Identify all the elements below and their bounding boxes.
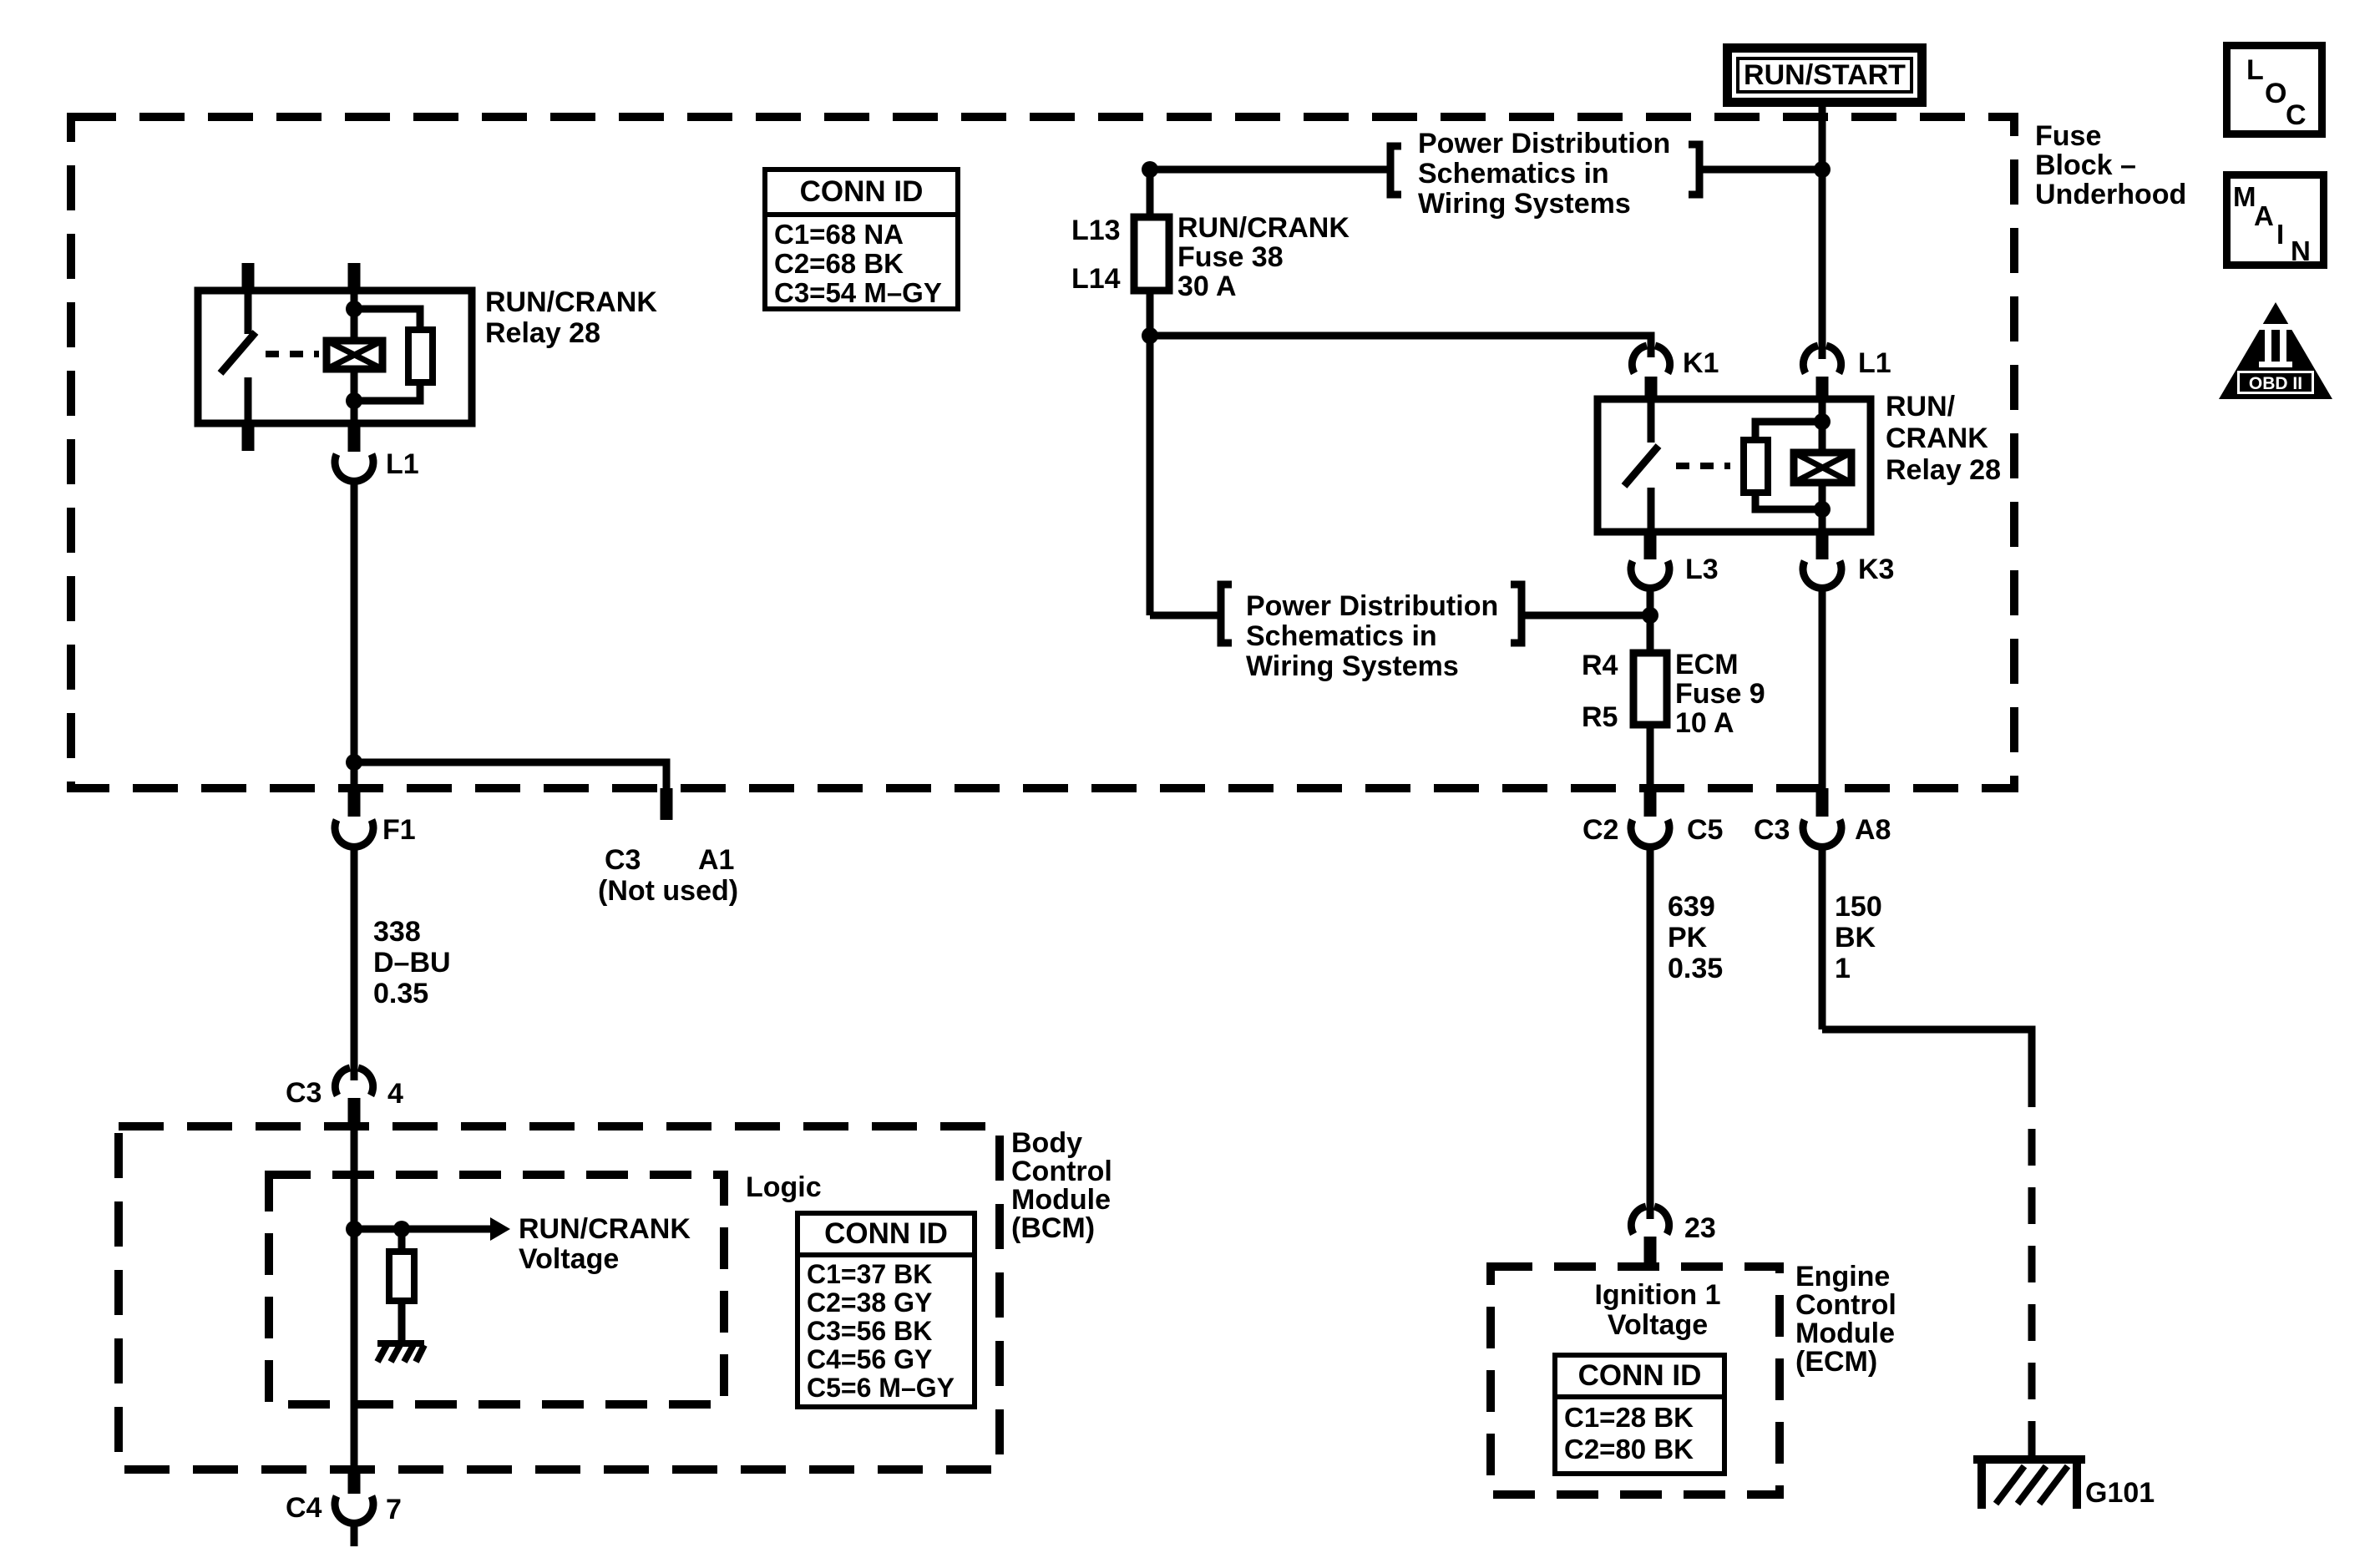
bcm-logic-label: Logic bbox=[746, 1171, 822, 1203]
ecm-module-label: Engine Control Module (ECM) bbox=[1795, 1261, 1896, 1378]
bcm-signal-label: RUN/CRANK Voltage bbox=[519, 1213, 691, 1275]
bcm-module-label: Body Control Module (BCM) bbox=[1011, 1127, 1112, 1244]
fuse-38-label: RUN/CRANK Fuse 38 30 A bbox=[1177, 212, 1350, 302]
power-dist-top-label: Power Distribution Schematics in Wiring Systems bbox=[1418, 128, 1671, 220]
main-letter: M bbox=[2233, 181, 2256, 212]
fuse-block-label: Fuse Block – Underhood bbox=[2035, 120, 2187, 210]
bcm-resistor-icon bbox=[389, 1252, 414, 1301]
connector-label-c5: C5 bbox=[1687, 814, 1724, 846]
connector-label-23: 23 bbox=[1684, 1212, 1716, 1244]
pin-label-l13: L13 bbox=[1071, 215, 1121, 246]
ecm-signal-label: Ignition 1 Voltage bbox=[1594, 1279, 1721, 1341]
connector-label-c3-unused: C3 bbox=[605, 844, 641, 876]
relay-left-symbol bbox=[198, 263, 472, 481]
connector-f1-arc bbox=[335, 820, 373, 847]
connector-label-pin7: 7 bbox=[386, 1494, 402, 1525]
pin-label-r4: R4 bbox=[1582, 650, 1618, 681]
main-letter: I bbox=[2276, 219, 2285, 250]
conn-id-row: C1=28 BK bbox=[1564, 1402, 1694, 1433]
conn-id-row: C2=38 GY bbox=[807, 1287, 933, 1318]
pin-label-l1-right: L1 bbox=[1858, 347, 1891, 379]
main-letter: A bbox=[2254, 200, 2274, 231]
conn-id-row: C2=80 BK bbox=[1564, 1434, 1694, 1464]
connector-label-c2: C2 bbox=[1582, 814, 1619, 846]
obd-ii-label: OBD II bbox=[2237, 371, 2314, 394]
relay-right-label: RUN/ CRANK Relay 28 bbox=[1886, 391, 2001, 486]
loc-letter: L bbox=[2246, 54, 2264, 86]
ground-label-g101: G101 bbox=[2085, 1477, 2155, 1509]
loc-letter: O bbox=[2265, 78, 2287, 109]
pin-label-r5: R5 bbox=[1582, 701, 1618, 733]
relay-left-label: RUN/CRANK Relay 28 bbox=[485, 286, 657, 349]
conn-id-header: CONN ID bbox=[800, 1216, 972, 1257]
pin-label-k3: K3 bbox=[1858, 554, 1895, 585]
bcm-conn-id-table bbox=[795, 1211, 977, 1409]
connector-label-c3-bcm: C3 bbox=[286, 1077, 322, 1109]
connector-k1-arc bbox=[1632, 346, 1647, 373]
conn-id-header: CONN ID bbox=[1557, 1358, 1722, 1399]
loc-letter: C bbox=[2286, 99, 2307, 131]
conn-id-row: C2=68 BK bbox=[774, 248, 904, 279]
fuse-block-conn-id-table bbox=[762, 167, 960, 311]
wire-338-dbu bbox=[335, 480, 666, 1126]
main-letter: N bbox=[2291, 235, 2311, 266]
wire-label-150: 150 BK 1 bbox=[1835, 891, 1882, 984]
bcm-logic-outline bbox=[269, 1175, 724, 1404]
conn-id-row: C1=68 NA bbox=[774, 219, 904, 250]
run-start-box bbox=[1723, 43, 1927, 107]
ground-g101-icon bbox=[1973, 1459, 2085, 1509]
connector-label-c4: C4 bbox=[286, 1492, 322, 1524]
obd-ii-badge bbox=[2217, 301, 2334, 401]
loc-badge bbox=[2223, 42, 2326, 138]
conn-id-row: C4=56 GY bbox=[807, 1344, 933, 1374]
connector-l3-arc bbox=[1631, 561, 1669, 588]
connector-note-not-used: (Not used) bbox=[598, 875, 739, 907]
connector-c3-a8-arc bbox=[1803, 820, 1841, 847]
ecm-conn-id-table bbox=[1552, 1353, 1727, 1476]
pin-label-k1: K1 bbox=[1683, 347, 1719, 379]
conn-id-row: C5=6 M–GY bbox=[807, 1373, 955, 1403]
connector-l1-right-arc bbox=[1803, 346, 1818, 373]
conn-id-row: C3=56 BK bbox=[807, 1316, 933, 1346]
signal-arrow-icon bbox=[490, 1217, 510, 1241]
run-start-label: RUN/START bbox=[1744, 58, 1906, 91]
bcm-ground-icon bbox=[377, 1343, 424, 1362]
conn-id-header: CONN ID bbox=[767, 172, 955, 217]
connector-c2-c5-arc bbox=[1631, 820, 1669, 847]
wire-639-pk bbox=[1631, 788, 1669, 1267]
pin-label-l1-left: L1 bbox=[386, 448, 419, 480]
connector-l1-left-arc bbox=[335, 454, 373, 481]
relay-right-symbol bbox=[1598, 346, 1871, 588]
fuse-9-symbol bbox=[1633, 653, 1667, 725]
main-badge bbox=[2223, 171, 2327, 269]
connector-label-c3-right: C3 bbox=[1754, 814, 1790, 846]
connector-label-a1: A1 bbox=[698, 844, 735, 876]
wire-label-639: 639 PK 0.35 bbox=[1668, 891, 1724, 984]
bcm-internal-circuit bbox=[335, 1126, 510, 1546]
connector-label-f1: F1 bbox=[382, 814, 416, 846]
connector-c3-bcm-arc bbox=[335, 1068, 350, 1095]
fuse-9-label: ECM Fuse 9 10 A bbox=[1675, 649, 1765, 739]
connector-label-pin4: 4 bbox=[387, 1078, 403, 1110]
wire-label-338: 338 D–BU 0.35 bbox=[373, 916, 451, 1009]
connector-k3-arc bbox=[1803, 561, 1841, 588]
power-dist-mid-label: Power Distribution Schematics in Wiring Systems bbox=[1246, 590, 1499, 682]
connector-23-arc bbox=[1631, 1206, 1646, 1234]
connector-label-a8: A8 bbox=[1855, 814, 1891, 846]
conn-id-row: C3=54 M–GY bbox=[774, 277, 942, 308]
pin-label-l3: L3 bbox=[1685, 554, 1719, 585]
connector-c4-arc bbox=[335, 1496, 373, 1523]
pin-label-l14: L14 bbox=[1071, 263, 1121, 295]
conn-id-row: C1=37 BK bbox=[807, 1259, 933, 1289]
